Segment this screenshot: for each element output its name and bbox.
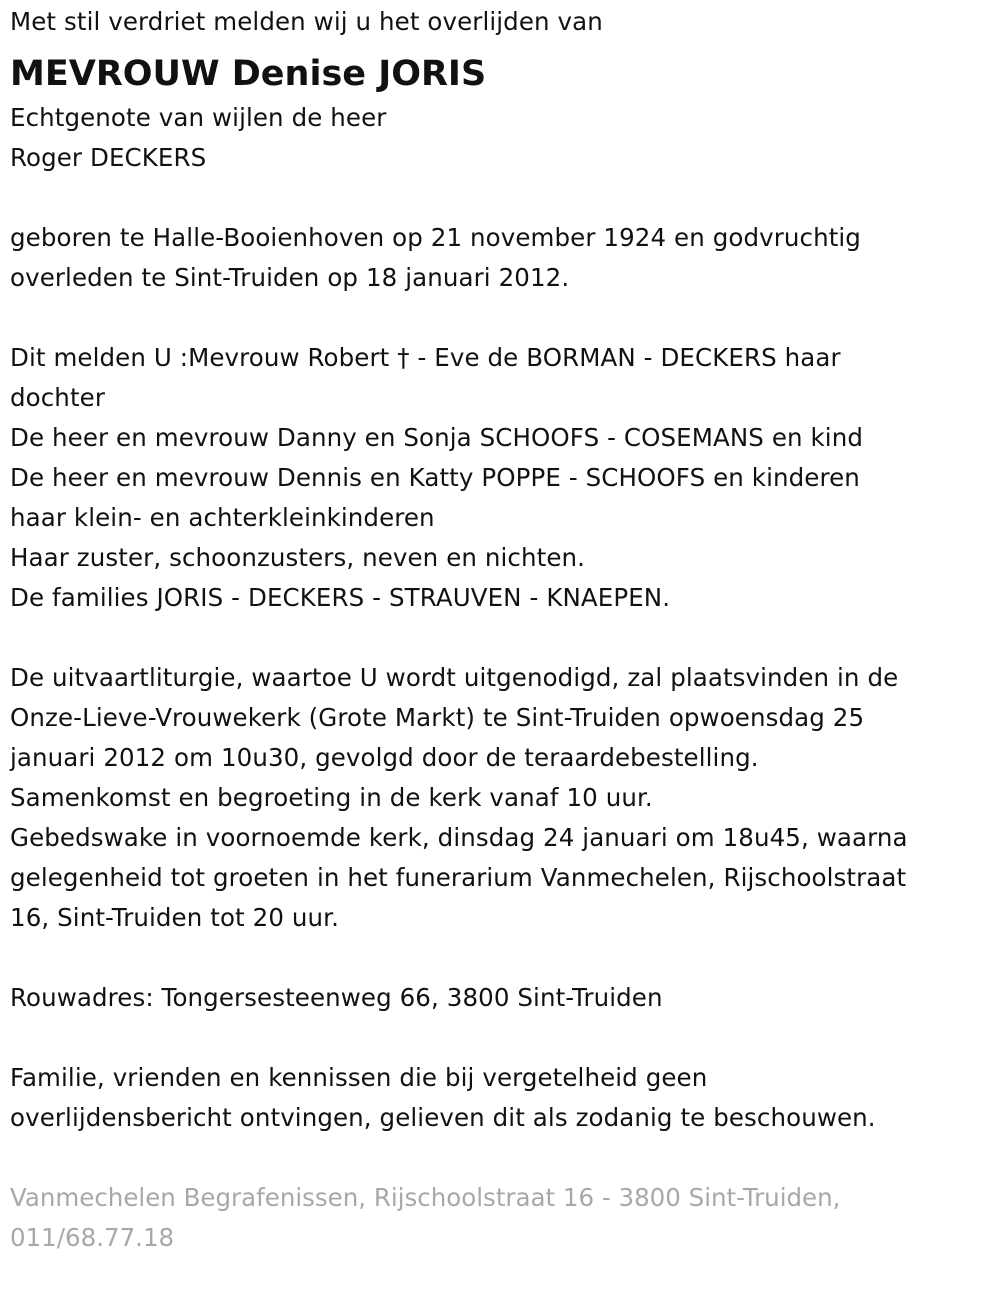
announced-by-line: De heer en mevrouw Danny en Sonja SCHOOFS - COSEMANS en kind xyxy=(10,423,863,452)
funeral-line: Gebedswake in voornoemde kerk, dinsdag 24 januari om 18u45, waarna xyxy=(10,823,908,852)
spacer xyxy=(10,1018,990,1058)
announced-by-line: haar klein- en achterkleinkinderen xyxy=(10,503,435,532)
funeral-line: Onze-Lieve-Vrouwekerk (Grote Markt) te Sint-Truiden opwoensdag 25 xyxy=(10,703,865,732)
deceased-name: MEVROUW Denise JORIS xyxy=(10,54,487,94)
funeral-home-address: Vanmechelen Begrafenissen, Rijschoolstraat 16 - 3800 Sint-Truiden, xyxy=(10,1183,841,1212)
funeral-home-phone: 011/68.77.18 xyxy=(10,1223,175,1252)
funeral-line: gelegenheid tot groeten in het funerarium Vanmechelen, Rijschoolstraat xyxy=(10,863,907,892)
spacer xyxy=(10,178,990,218)
spacer xyxy=(10,938,990,978)
death-line: overleden te Sint-Truiden op 18 januari 2012. xyxy=(10,263,570,292)
funeral-line: Samenkomst en begroeting in de kerk vanaf 10 uur. xyxy=(10,783,653,812)
spacer xyxy=(10,618,990,658)
birth-line: geboren te Halle-Booienhoven op 21 november 1924 en godvruchtig xyxy=(10,223,861,252)
spacer xyxy=(10,1138,990,1178)
spacer xyxy=(10,298,990,338)
intro-text: Met stil verdriet melden wij u het overlijden van xyxy=(10,7,603,36)
announced-by-line: Dit melden U :Mevrouw Robert † - Eve de BORMAN - DECKERS haar xyxy=(10,343,841,372)
announced-by-line: De heer en mevrouw Dennis en Katty POPPE - SCHOOFS en kinderen xyxy=(10,463,860,492)
announced-by-line: De families JORIS - DECKERS - STRAUVEN - KNAEPEN. xyxy=(10,583,671,612)
notice-line: overlijdensbericht ontvingen, gelieven dit als zodanig te beschouwen. xyxy=(10,1103,876,1132)
notice-line: Familie, vrienden en kennissen die bij vergetelheid geen xyxy=(10,1063,708,1092)
funeral-line: De uitvaartliturgie, waartoe U wordt uitgenodigd, zal plaatsvinden in de xyxy=(10,663,899,692)
obituary-page xyxy=(0,2,1000,1306)
announced-by-line: Haar zuster, schoonzusters, neven en nichten. xyxy=(10,543,586,572)
announced-by-line: dochter xyxy=(10,383,105,412)
relation-line: Echtgenote van wijlen de heer xyxy=(10,103,387,132)
mourning-address: Rouwadres: Tongersesteenweg 66, 3800 Sint-Truiden xyxy=(10,983,663,1012)
funeral-line: januari 2012 om 10u30, gevolgd door de teraardebestelling. xyxy=(10,743,759,772)
funeral-line: 16, Sint-Truiden tot 20 uur. xyxy=(10,903,339,932)
spouse-name: Roger DECKERS xyxy=(10,143,207,172)
